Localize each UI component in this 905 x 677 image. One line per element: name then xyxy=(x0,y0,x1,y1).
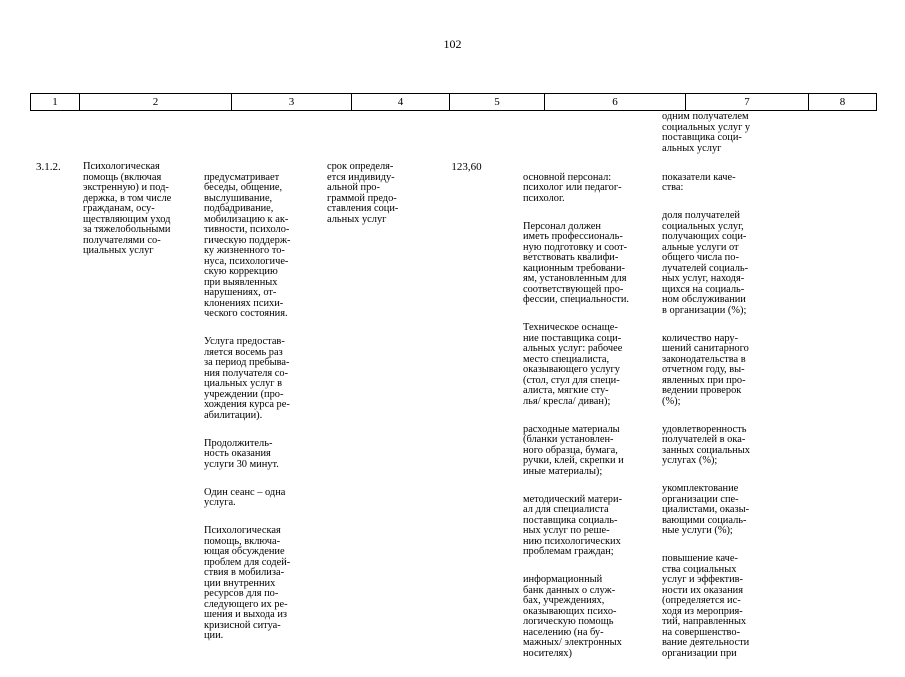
conditions-paragraph: методический матери- ал для специалиста поставщика социаль- ных услуг по реше- нию психологических проблемам граждан; xyxy=(523,493,623,557)
header-cell-2: 2 xyxy=(80,94,232,110)
table-header-row xyxy=(30,93,877,111)
header-cell-4: 4 xyxy=(352,94,450,110)
description-paragraph: Услуга предостав- ляется восемь раз за период пребыва- ния получателя со- циальных услуг в учреждении (про- хождения курса ре- абилитации). xyxy=(204,336,290,421)
service-conditions xyxy=(523,162,653,677)
conditions-paragraph: информационный банк данных о служ- бах, учреждениях, оказывающих психо- логическую помощь населению (на бу- мажных/ электронных носителях) xyxy=(523,574,622,659)
indicator-paragraph: удовлетворенность получателей в ока- занных социальных услугах (%); xyxy=(662,423,750,466)
quality-indicators xyxy=(662,162,780,677)
indicator-paragraph: показатели каче- ства: xyxy=(662,171,736,193)
item-number: 3.1.2. xyxy=(36,161,61,173)
header-cell-1: 1 xyxy=(31,94,80,110)
description-paragraph: Продолжитель- ность оказания услуги 30 минут. xyxy=(204,437,279,470)
page-number: 102 xyxy=(443,37,462,51)
header-cell-5: 5 xyxy=(450,94,545,110)
conditions-paragraph: Персонал должен иметь профессиональ- ную подготовку и соот- ветствовать квалифи- кационным требовани- ям, установленным для соответствующей про- фессии, специальности. xyxy=(523,220,630,305)
carryover-text: одним получателем социальных услуг у поставщика соци- альных услуг xyxy=(662,111,751,154)
indicator-paragraph: доля получателей социальных услуг, получающих соци- альные услуги от общего числа по- лучателей социаль- ных услуг, находя- щихся на социаль- ном обслуживании в организации (%); xyxy=(662,210,749,316)
conditions-paragraph: основной персонал: психолог или педагог- психолог. xyxy=(523,171,622,204)
header-cell-8: 8 xyxy=(839,96,846,108)
description-paragraph: предусматривает беседы, общение, выслушивание, подбадривание, мобилизацию к ак- тивности, психоло- гическую поддерж- ку жизненного то- нуса, психологиче- скую коррекцию при выявленных нарушениях, от- клонениях психи- ческого состояния. xyxy=(204,171,291,319)
indicator-paragraph: количество нару- шений санитарного законодательства в отчетном году, вы- явленных при про- ведении проверок (%); xyxy=(662,332,749,407)
service-term: срок определя- ется индивиду- альной про- граммой предо- ставления соци- альных услуг xyxy=(327,161,399,225)
indicator-paragraph: повышение каче- ства социальных услуг и эффектив- ности их оказания (определяется ис- ходя из мероприя- тий, направленных на совершенство- вание деятельности организации при xyxy=(662,553,750,659)
indicator-paragraph: укомплектование организации спе- циалистами, оказы- вающими социаль- ные услуги (%); xyxy=(662,483,750,536)
service-description xyxy=(204,162,320,659)
conditions-paragraph: Техническое оснаще- ние поставщика соци- альных услуг: рабочее место специалиста, оказывающего услугу (стол, стул для специ- алиста, мягкие сту- лья/ кресла/ диван); xyxy=(523,322,623,407)
service-name: Психологическая помощь (включая экстренную) и под- держка, в том числе гражданам, осу- ществляющим уход за тяжелобольными получателями со- циальных услуг xyxy=(83,161,172,256)
description-paragraph: Психологическая помощь, включа- ющая обсуждение проблем для содей- ствия в мобилиза- ции внутренних ресурсов для по- следующего их ре- шения и выхода из кризисной ситуа- ции. xyxy=(204,525,291,641)
header-cell-7: 7 xyxy=(686,94,809,110)
header-cell-3: 3 xyxy=(232,94,352,110)
description-paragraph: Один сеанс – одна услуга. xyxy=(204,486,286,508)
tariff-value: 123,60 xyxy=(451,161,482,173)
header-cell-6: 6 xyxy=(545,94,686,110)
conditions-paragraph: расходные материалы (бланки установлен- ного образца, бумага, ручки, клей, скрепки и иные материалы); xyxy=(523,423,624,477)
